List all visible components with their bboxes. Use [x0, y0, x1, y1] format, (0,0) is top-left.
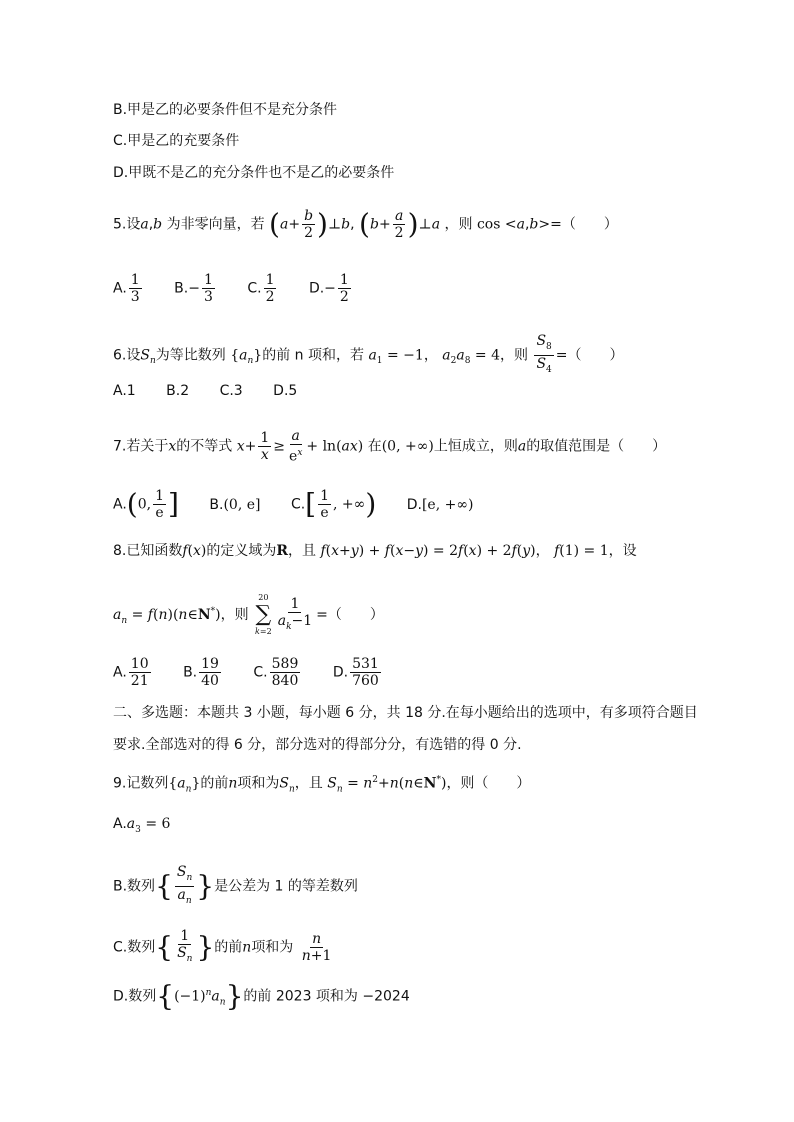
question-7-options	[113, 488, 499, 521]
section-2-heading: 二、多选题：本题共 3 小题，每小题 6 分，共 18 分.在每小题给出的选项中，有多项符合题目	[113, 705, 698, 721]
q9-option-d: D.数列$\{(-1)^na_n\}$的前 2023 项和为 −2024	[113, 979, 410, 1013]
question-5: 5.设a,b 为非零向量，若 (a+ $\frac{b}{2}$ )⊥b, (b+ $\frac{a}{2}$ )⊥a ，则 cos <a,b>=（ ）	[113, 207, 618, 241]
q8-option-a: A. $\frac{10}{21}$	[113, 656, 149, 689]
option-b-prev: B.甲是乙的必要条件但不是充分条件	[113, 102, 338, 118]
question-7: 7.若关于x的不等式 x+ $\frac{1}{x}$ ≥ $\frac{a}{e^x}$ + ln(ax) 在(0, +∞)上恒成立，则a的取值范围是（ ）	[113, 428, 667, 465]
question-9: 9.记数列$\{a_n\}$的前n项和为$S_n$，且 $S_n$ = $n^2+n(n\in N^*)$，则（ ）	[113, 775, 531, 795]
q5-option-a: A. $\frac{1}{3}$	[113, 272, 140, 305]
question-5-options	[113, 272, 379, 305]
q7-option-d: D.[e, +∞)	[406, 496, 474, 513]
q7-option-a: A.(0, $\frac{1}{e}$ ]	[113, 487, 179, 521]
option-c-prev: C.甲是乙的充要条件	[113, 133, 240, 149]
q8-option-c: C. $\frac{589}{840}$	[253, 656, 299, 689]
option-d-prev: D.甲既不是乙的充分条件也不是乙的必要条件	[113, 165, 395, 181]
q6-option-a: A.1	[113, 383, 136, 399]
q6-option-c: C.3	[219, 383, 243, 399]
q8-option-d: D. $\frac{531}{760}$	[332, 656, 379, 689]
q5-option-d: D.− $\frac{1}{2}$	[308, 272, 349, 305]
q8-option-b: B. $\frac{19}{40}$	[183, 656, 219, 689]
q5-option-b: B.− $\frac{1}{3}$	[174, 272, 213, 305]
section-2-instructions: 要求.全部选对的得 6 分，部分选对的得部分分，有选错的得 0 分.	[113, 737, 522, 753]
question-8: 8.已知函数f(x)的定义域为R，且 f(x+y) + f(x−y) = 2f(x) + 2f(y)， f(1) = 1，设	[113, 543, 637, 559]
q9-option-a: $A.a_3 = 6$	[113, 816, 171, 835]
q5-option-c: C. $\frac{1}{2}$	[247, 272, 275, 305]
q6-option-d: D.5	[273, 383, 298, 399]
q6-option-b: B.2	[166, 383, 190, 399]
q7-option-b: B.(0, e]	[209, 496, 261, 513]
question-6-options	[113, 381, 323, 401]
question-6: 6.设$S_n$为等比数列 $\{a_n\}$的前 n 项和，若 $a_1 = -1$， $a_2a_8 = 4$，则 $\frac{S_8}{S_4}$ =（ ）	[113, 333, 624, 375]
q7-option-c: C.[ $\frac{1}{e}$ , +∞)	[290, 487, 377, 521]
question-8-options	[113, 656, 409, 689]
q9-option-b: B.数列{ $\frac{S_n}{a_n}$ }是公差为 1 的等差数列	[113, 864, 358, 906]
question-8-line2: $a_n$ = f(n)(n∈N*)，则 20 ∑ k=2 $\frac{1}{a_k-1}$ =（ ）	[113, 593, 384, 636]
q9-option-c: C.数列{ $\frac{1}{S_n}$ }的前n项和为 $\frac{n}{n+1}$	[113, 928, 332, 964]
